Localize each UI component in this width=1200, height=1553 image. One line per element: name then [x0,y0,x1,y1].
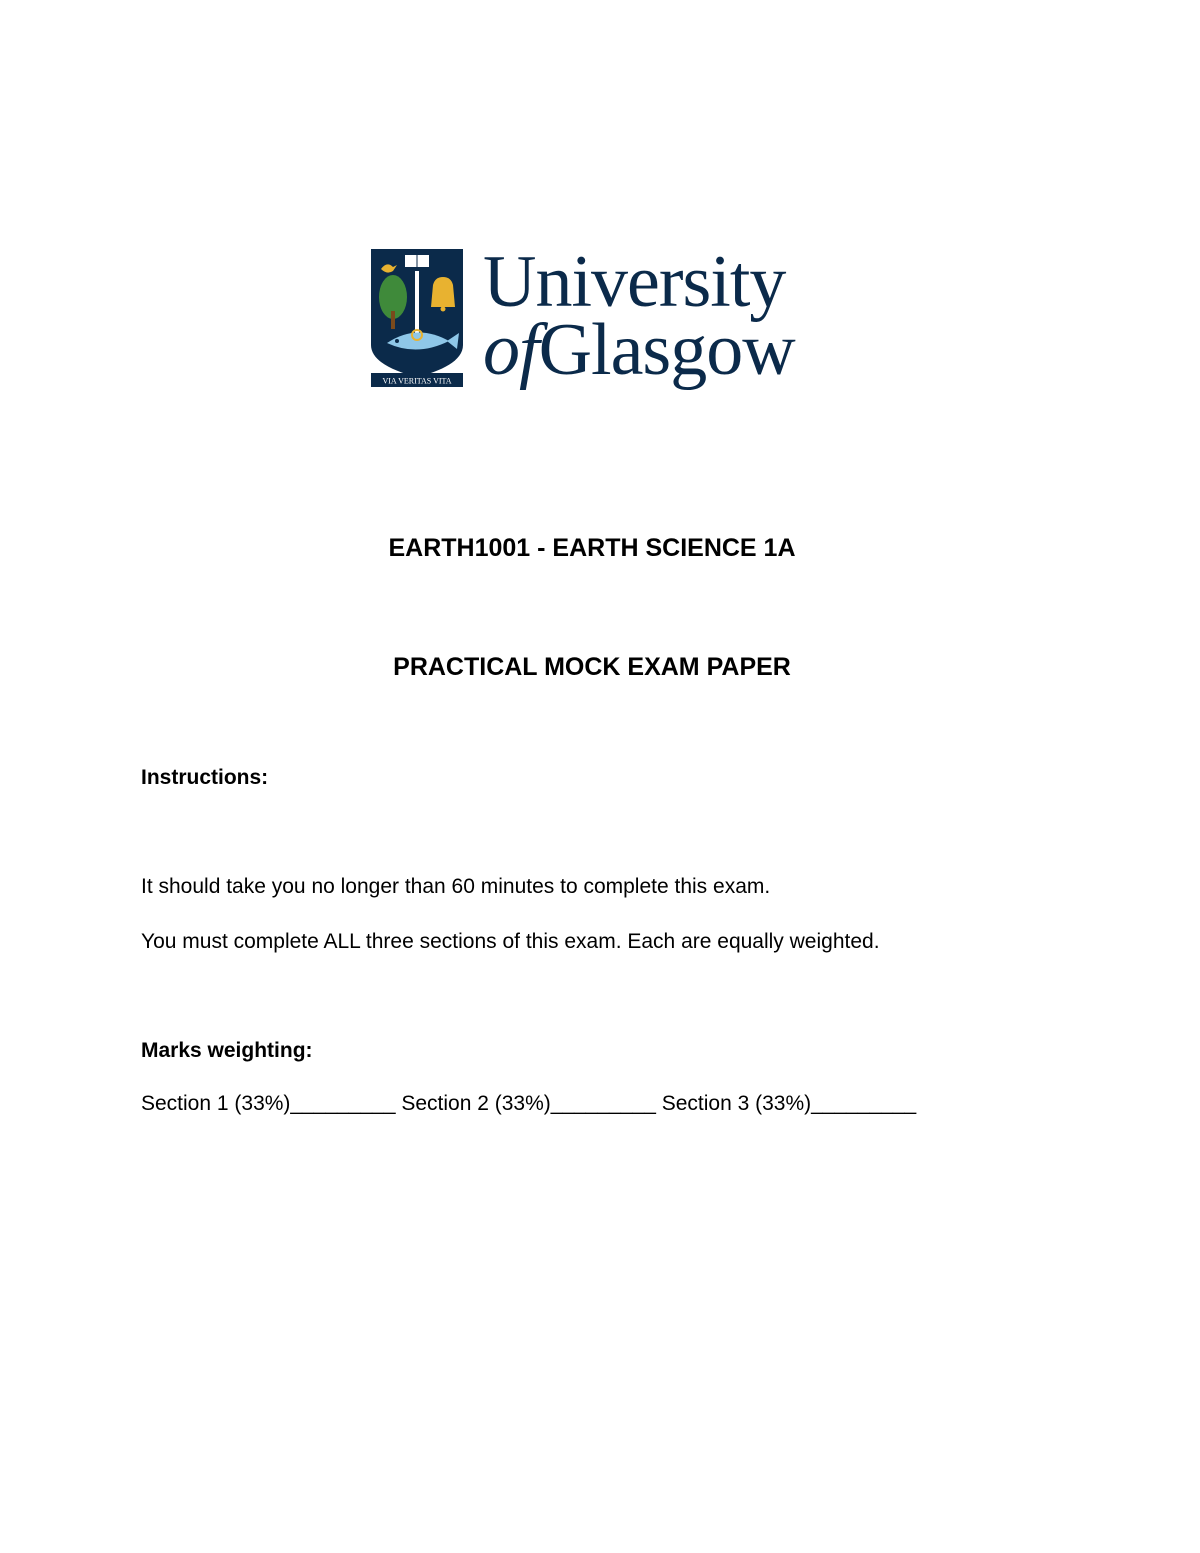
instruction-line-1: It should take you no longer than 60 minutes to complete this exam. [141,875,771,898]
instruction-line-2: You must complete ALL three sections of this exam. Each are equally weighted. [141,930,880,953]
wordmark-of: of [483,309,539,391]
wordmark-line-university: University [483,241,786,323]
marks-weighting-heading: Marks weighting: [141,1039,313,1062]
marks-weighting-line: Section 1 (33%)_________ Section 2 (33%)_________ Section 3 (33%)_________ [141,1092,917,1115]
wordmark-glasgow: Glasgow [538,309,795,391]
paper-title: PRACTICAL MOCK EXAM PAPER [393,653,791,681]
course-title: EARTH1001 - EARTH SCIENCE 1A [388,534,796,562]
motto-text: VIA VERITAS VITA [382,376,452,386]
instructions-heading: Instructions: [141,766,269,789]
crest-icon [371,249,463,387]
university-logo [371,241,831,391]
wordmark-line-glasgow [483,309,795,391]
